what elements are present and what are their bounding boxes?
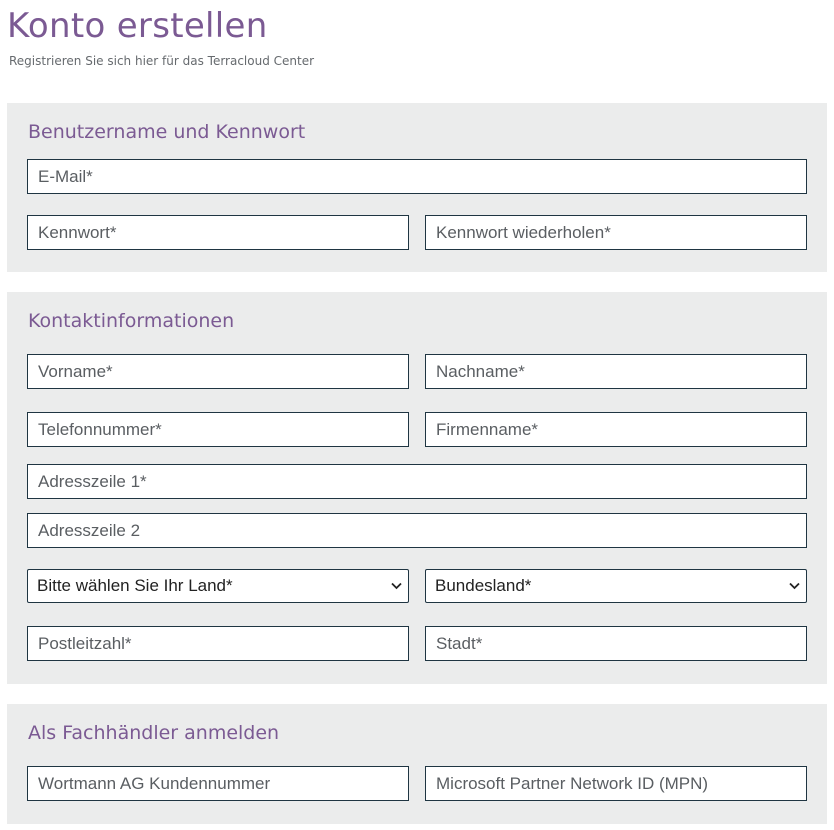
zip-field[interactable]: [27, 626, 409, 661]
address-line-1-field[interactable]: [27, 464, 807, 499]
company-field[interactable]: [425, 412, 807, 447]
password-repeat-field[interactable]: [425, 215, 807, 250]
chevron-down-icon: [789, 582, 800, 590]
contact-heading: Kontaktinformationen: [28, 310, 235, 332]
email-field[interactable]: [27, 159, 807, 194]
country-select[interactable]: [27, 569, 409, 603]
reseller-heading: Als Fachhändler anmelden: [28, 722, 280, 744]
city-field[interactable]: [425, 626, 807, 661]
password-field[interactable]: [27, 215, 409, 250]
state-select[interactable]: [425, 569, 807, 603]
state-select-value: Bundesland*: [435, 576, 532, 595]
contact-panel: [7, 292, 827, 684]
address-line-2-field[interactable]: [27, 513, 807, 548]
reseller-panel: [7, 704, 827, 824]
page-title: Konto erstellen: [7, 6, 268, 46]
chevron-down-icon: [391, 582, 402, 590]
customer-number-field[interactable]: [27, 766, 409, 801]
credentials-heading: Benutzername und Kennwort: [28, 121, 306, 143]
last-name-field[interactable]: [425, 354, 807, 389]
country-select-value: Bitte wählen Sie Ihr Land*: [37, 576, 233, 595]
page-subtitle: Registrieren Sie sich hier für das Terracloud Center: [9, 54, 315, 68]
mpn-field[interactable]: [425, 766, 807, 801]
credentials-panel: [7, 103, 827, 272]
first-name-field[interactable]: [27, 354, 409, 389]
phone-field[interactable]: [27, 412, 409, 447]
